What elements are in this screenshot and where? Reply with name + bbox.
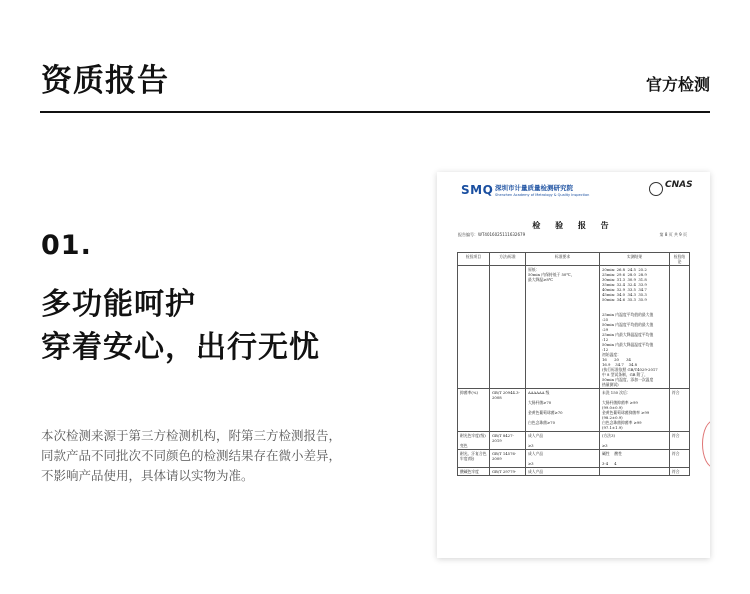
- institute-name: 深圳市计量质量检测研究院: [495, 184, 573, 192]
- cell-requirement: 成人产品 ≥3: [526, 450, 600, 468]
- cell-result: 碱性 酸性 3-4 4: [600, 450, 670, 468]
- table-row: [458, 450, 690, 468]
- page-title: 资质报告: [41, 63, 169, 99]
- cell-item: [458, 266, 490, 389]
- column-header: 实测结果: [600, 253, 670, 266]
- cell-conclusion: 符合: [670, 432, 690, 450]
- cell-result: [600, 468, 670, 476]
- cell-item: 酸碱色牢度: [458, 468, 490, 476]
- description-line: 不影响产品使用，具体请以实物为准。: [41, 468, 254, 483]
- cell-conclusion: 符合: [670, 450, 690, 468]
- accreditation-seal-icon: [649, 182, 663, 196]
- header-divider: [40, 111, 710, 113]
- cell-item: 耐光、汗复合色牢度(级): [458, 450, 490, 468]
- red-seal-stamp: [702, 420, 710, 468]
- column-header: 检验项目: [458, 253, 490, 266]
- table-row: [458, 468, 690, 476]
- cell-method: GB/T 8427-2019: [490, 432, 526, 450]
- description-line: 本次检测来源于第三方检测机构，附第三方检测报告，: [41, 428, 342, 443]
- test-report-image: [437, 172, 710, 558]
- cell-requirement: 原纸： 50min 内保持低于 50℃， 最大降温≥8℃: [526, 266, 600, 389]
- cnas-badge: CNAS: [665, 180, 693, 190]
- report-table: [457, 252, 690, 476]
- section-heading-line1: 多功能呵护: [41, 287, 196, 322]
- cell-item: 耐光色牢度(级) 变色: [458, 432, 490, 450]
- cell-method: GB/T 20944.3-2008: [490, 389, 526, 432]
- column-header: 检验结论: [670, 253, 690, 266]
- cell-item: 抑菌率(%): [458, 389, 490, 432]
- column-header: 标准要求: [526, 253, 600, 266]
- report-title: 检 验 报 告: [532, 221, 615, 230]
- cell-method: GB/T 29779-: [490, 468, 526, 476]
- column-header: 方法/标准: [490, 253, 526, 266]
- cell-method: [490, 266, 526, 389]
- institute-name-en: Shenzhen Academy of Metrology & Quality Inspection: [495, 193, 590, 197]
- report-table-header: [458, 253, 690, 266]
- cell-conclusion: 符合: [670, 389, 690, 432]
- cell-result: 未洗 150 次后： 大肠杆菌抑菌率 ≥99 (99.0±0.9) 金黄色葡萄球菌抑菌率 ≥99 (98.2±0.9) 白色念珠菌抑菌率 ≥99 (97.1±1.9): [600, 389, 670, 432]
- table-row: [458, 432, 690, 450]
- table-row: [458, 389, 690, 432]
- section-heading-line2: 穿着安心，出行无忧: [41, 330, 320, 365]
- description-line: 同款产品不同批次不同颜色的检测结果存在微小差异，: [41, 448, 342, 463]
- cell-result: (方法3) ≥3: [600, 432, 670, 450]
- cell-requirement: 成人产品: [526, 468, 600, 476]
- cell-conclusion: 符合: [670, 468, 690, 476]
- cell-requirement: 成人产品 ≥3: [526, 432, 600, 450]
- smq-logo: SMQ: [461, 183, 494, 197]
- table-row: [458, 266, 690, 389]
- cell-result: 20min: 26.8 24.5 25.2 25min: 29.6 28.0 28.9 30min: 31.3 30.9 31.8 35min: 32.4 32.4 33.9 40min: 32.9 33.5 34.7 45min: 34.0 34.3 35.3 50min: 34.6 35.3 35.9 25min 内温度平均值的最大值 :25 50min 内温度平均值的最大值 :29 25min 内最大降温温度平均值 :12 50min 内最大降温温度平均值 :12 初始温度： 16 20 34 16.9 34.7 34.8 (执行标准依照 GB/T4029-2017 中 8 型试条制，GB 附了， 50min 内温度，添加一次温度 热量测试): [600, 266, 670, 389]
- cell-method: GB/T 14576-2009: [490, 450, 526, 468]
- report-page-number: 第 8 页 共 9 页: [659, 232, 687, 237]
- report-number: 报告编号：WT4016025111632679: [458, 232, 526, 237]
- cell-conclusion: [670, 266, 690, 389]
- section-number: 01.: [41, 230, 92, 261]
- cell-requirement: AAAAAA 级 大肠杆菌≥70 金黄色葡萄球菌≥70 白色念珠菌≥70: [526, 389, 600, 432]
- official-test-label: 官方检测: [645, 75, 710, 94]
